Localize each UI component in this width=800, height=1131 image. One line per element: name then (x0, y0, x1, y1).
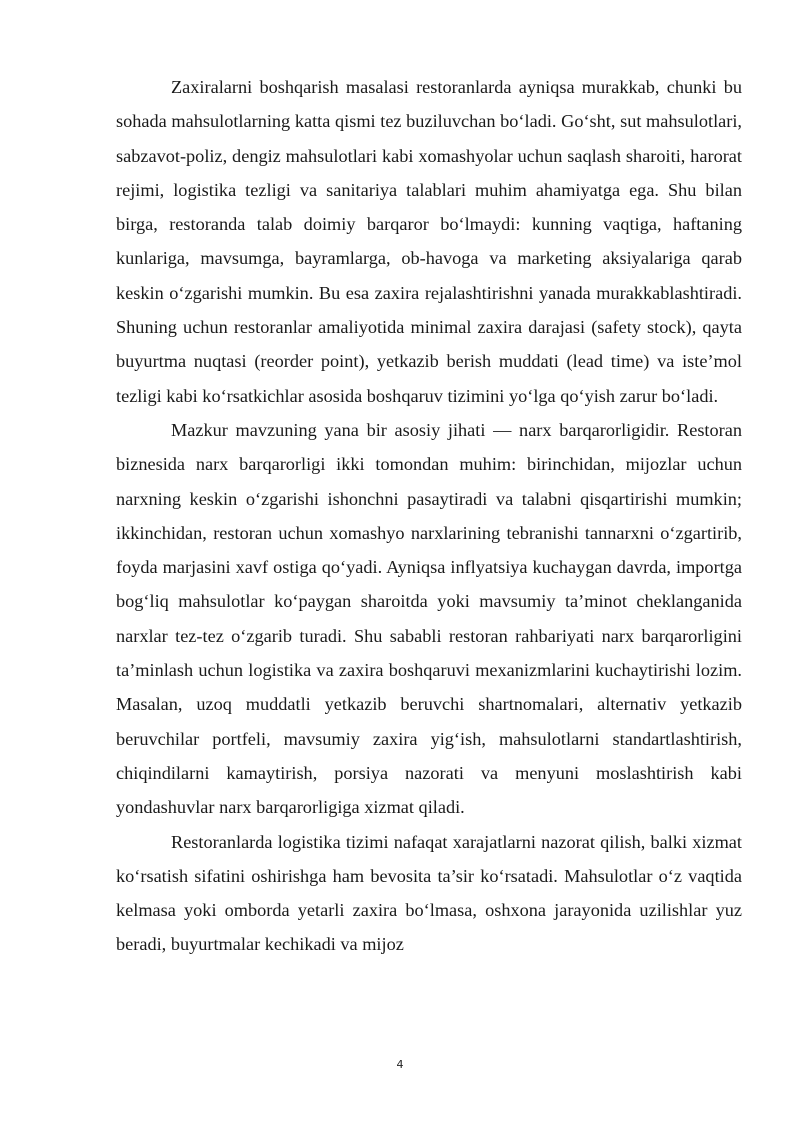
page-number: 4 (396, 1058, 404, 1071)
paragraph-price-stability: Mazkur mavzuning yana bir asosiy jihati — narx barqarorligidir. Restoran biznesida narx barqarorligi ikki tomondan muhim: birinchidan, mijozlar uchun narxning keskin o‘zgarishi ishonchni pasaytiradi va talabni qisqartirishi mumkin; ikkinchidan, restoran uchun xomashyo narxlarining tebranishi tannarxni o‘zgartirib, foyda marjasini xavf ostiga qo‘yadi. Ayniqsa inflyatsiya kuchaygan davrda, importga bog‘liq mahsulotlar ko‘paygan sharoitda yoki mavsumiy ta’minot cheklanganida narxlar tez-tez o‘zgarib turadi. Shu sababli restoran rahbariyati narx barqarorligini ta’minlash uchun logistika va zaxira boshqaruvi mexanizmlarini kuchaytirishi lozim. Masalan, uzoq muddatli yetkazib beruvchi shartnomalari, alternativ yetkazib beruvchilar portfeli, mavsumiy zaxira yig‘ish, mahsulotlarni standartlashtirish, chiqindilarni kamaytirish, porsiya nazorati va menyuni moslashtirish kabi yondashuvlar narx barqarorligiga xizmat qiladi. (116, 419, 742, 818)
paragraph-inventory-management: Zaxiralarni boshqarish masalasi restoranlarda ayniqsa murakkab, chunki bu sohada mahsulotlarning katta qismi tez buziluvchan bo‘ladi. Go‘sht, sut mahsulotlari, sabzavot-poliz, dengiz mahsulotlari kabi xomashyolar uchun saqlash sharoiti, harorat rejimi, logistika tezligi va sanitariya talablari muhim ahamiyatga ega. Shu bilan birga, restoranda talab doimiy barqaror bo‘lmaydi: kunning vaqtiga, haftaning kunlariga, mavsumga, bayramlarga, ob-havoga va marketing aksiyalariga qarab keskin o‘zgarishi mumkin. Bu esa zaxira rejalashtirishni yanada murakkablashtiradi. Shuning uchun restoranlar amaliyotida minimal zaxira darajasi (safety stock), qayta buyurtma nuqtasi (reorder point), yetkazib berish muddati (lead time) va iste’mol tezligi kabi ko‘rsatkichlar asosida boshqaruv tizimini yo‘lga qo‘yish zarur bo‘ladi. (116, 77, 742, 406)
body-text (116, 70, 742, 962)
paragraph-logistics-service: Restoranlarda logistika tizimi nafaqat xarajatlarni nazorat qilish, balki xizmat ko‘rsatish sifatini oshirishga ham bevosita ta’sir ko‘rsatadi. Mahsulotlar o‘z vaqtida kelmasa yoki omborda yetarli zaxira bo‘lmasa, oshxona jarayonida uzilishlar yuz beradi, buyurtmalar kechikadi va mijoz (116, 831, 742, 955)
